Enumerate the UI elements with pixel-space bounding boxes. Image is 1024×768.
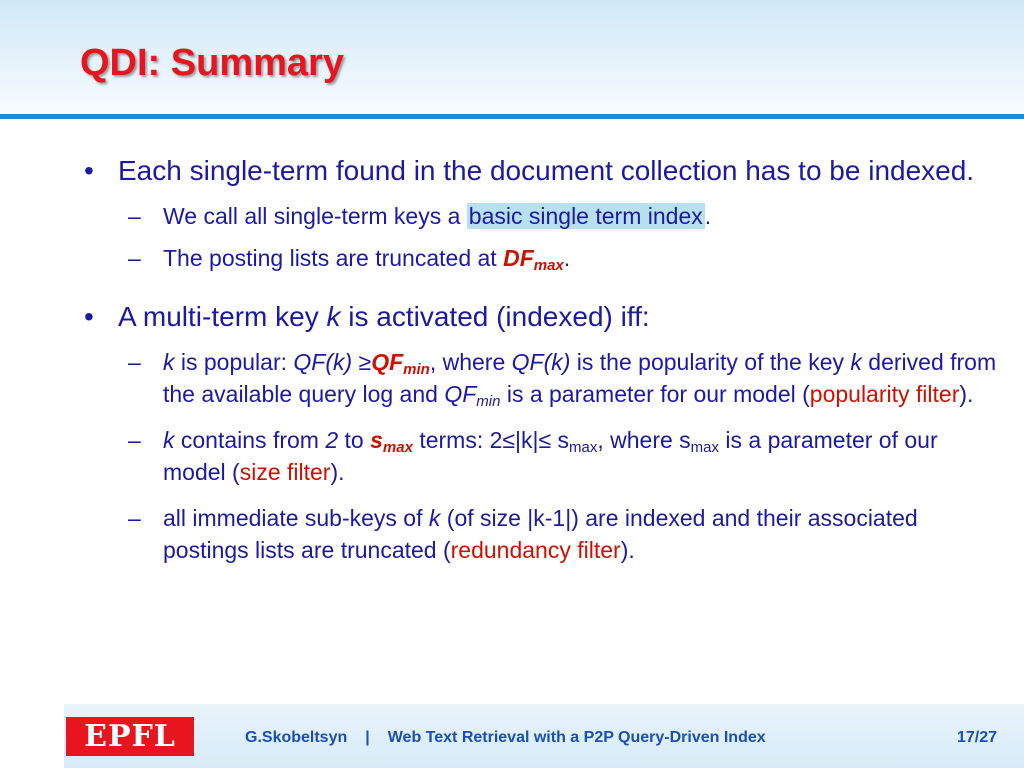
slide-title: QDI: Summary [80, 42, 344, 84]
sub-bullet-dash: – [128, 427, 141, 453]
footer-talk-title: Web Text Retrieval with a P2P Query-Driven Index [387, 729, 766, 746]
footer-caption [245, 729, 766, 747]
size-filter-label: size filter [239, 459, 331, 485]
sub-bullet-dash: – [128, 349, 141, 375]
sub-bullet-1-1: – We call all single-term keys a basic single term index. [80, 200, 1000, 232]
footer-separator: | [365, 729, 370, 746]
footer-author: G.Skobeltsyn [245, 729, 348, 746]
bullet-2: • A multi-term key k is activated (indexed) iff: [80, 296, 1000, 338]
header-divider [0, 114, 1024, 119]
df-max-term: $DF_{max}$ [503, 245, 564, 274]
sub-bullet-dash: – [128, 245, 141, 271]
page-number: 17/27 [957, 729, 998, 746]
bullet-1 [80, 150, 1000, 192]
sub-bullet-2-3: – all immediate sub-keys of k (of size |k-1|) are indexed and their associated postings lists are truncated (redundancy filter). [80, 502, 1000, 566]
sub-bullet-1-2: – The posting lists are truncated at $DF_{max}$. [80, 242, 1000, 274]
popularity-filter-label: popularity filter [809, 381, 960, 407]
redundancy-filter-label: redundancy filter [450, 537, 621, 563]
epfl-logo: EPFL [66, 717, 194, 756]
sub-bullet-2-1: – k is popular: $QF(k) \ge QF_{min}$, where QF(k) is the popularity of the key k derived from the available query log and $QF_{min}$ is a parameter for our model (popularity filter). [80, 346, 1000, 410]
qf-min-term: $QF_{min}$ [371, 349, 430, 378]
slide-body [80, 150, 1000, 566]
sub-bullet-2-2: – k contains from 2 to $s_{max}$ terms: $2\le|k|\le s_{max}$, where $s_{max}$ is a parameter of our model (size filter). [80, 424, 1000, 488]
s-max-term: $s_{max}$ [370, 427, 413, 456]
bullet-dot: • [84, 301, 94, 332]
basic-single-term-index-link[interactable]: basic single term index [468, 203, 703, 229]
sub-bullet-dash: – [128, 203, 141, 229]
bullet-1-text: Each single-term found in the document collection has to be indexed. [118, 155, 975, 186]
bullet-dot: • [84, 155, 94, 186]
sub-bullet-dash: – [128, 505, 141, 531]
